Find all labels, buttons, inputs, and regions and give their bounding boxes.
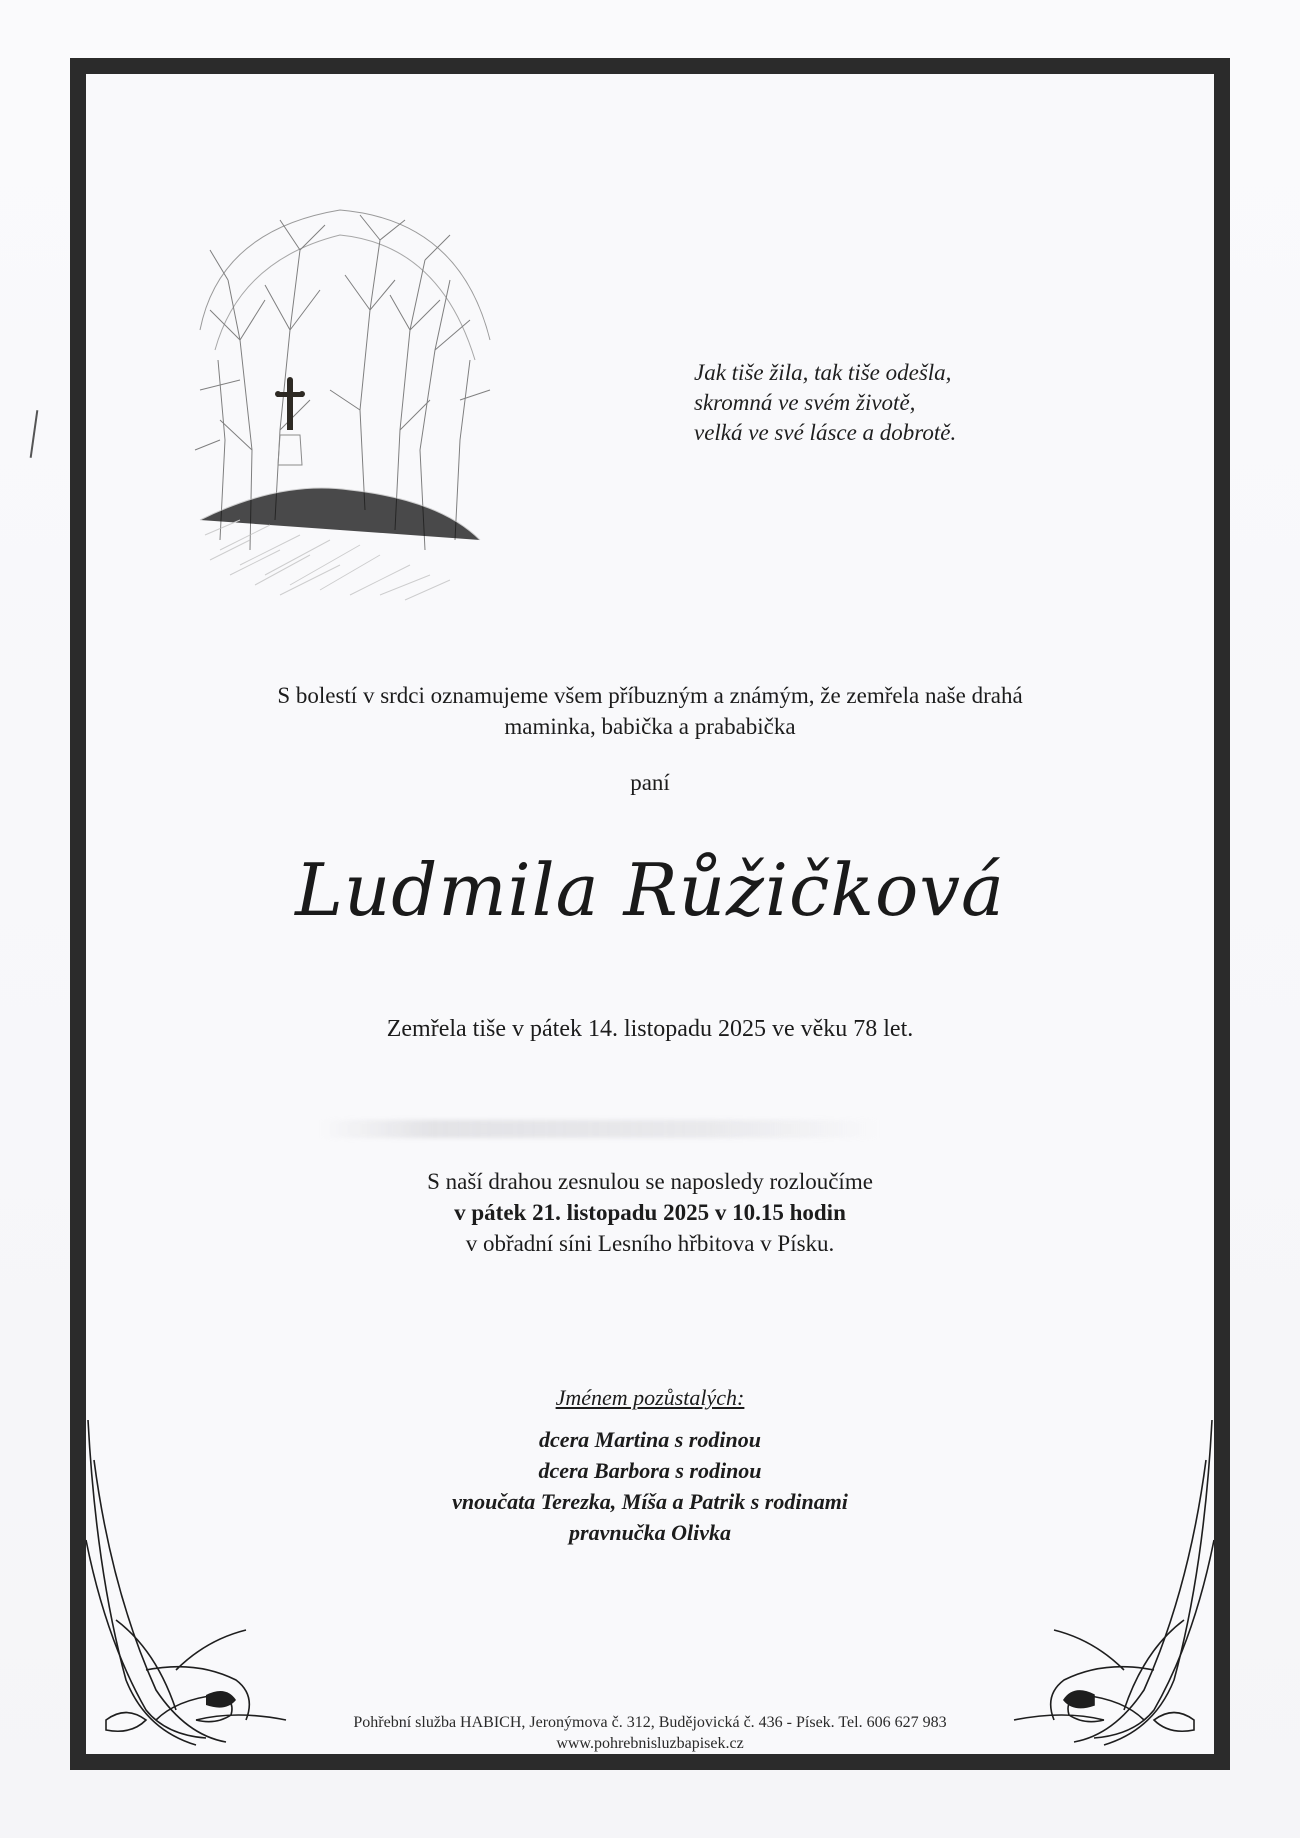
funeral-date-time: v pátek 21. listopadu 2025 v 10.15 hodin xyxy=(454,1200,846,1225)
verse-line-3: velká ve své lásce a dobrotě. xyxy=(694,420,957,445)
signoff-title: Jménem pozůstalých: xyxy=(555,1385,745,1410)
verse-line-1: Jak tiše žila, tak tiše odešla, xyxy=(694,360,952,385)
announcement-line-2: maminka, babička a prababička xyxy=(504,714,796,739)
funeral-service-footer xyxy=(86,1712,1214,1754)
mourner-item: dcera Barbora s rodinou xyxy=(538,1458,762,1483)
pencil-mark xyxy=(30,410,39,458)
death-notice: Zemřela tiše v pátek 14. listopadu 2025 ve věku 78 let. xyxy=(386,1016,914,1042)
corner-ornament-right xyxy=(1000,1420,1214,1750)
footer-website: www.pohrebnisluzbapisek.cz xyxy=(556,1735,744,1752)
mourner-item: dcera Martina s rodinou xyxy=(539,1427,761,1452)
verse-line-2: skromná ve svém životě, xyxy=(694,390,916,415)
announcement xyxy=(86,680,1214,742)
trees-and-cross-illustration xyxy=(180,190,510,620)
farewell-line-1: S naší drahou zesnulou se naposledy rozloučíme xyxy=(427,1169,873,1194)
mourner-item: vnoučata Terezka, Míša a Patrik s rodinami xyxy=(452,1489,848,1514)
corner-ornament-left xyxy=(86,1420,306,1750)
mourner-item: pravnučka Olivka xyxy=(569,1520,731,1545)
salutation: paní xyxy=(630,770,670,795)
funeral-details xyxy=(86,1166,1214,1259)
funeral-location: v obřadní síni Lesního hřbitova v Písku. xyxy=(465,1231,835,1256)
faded-print-artifact xyxy=(320,1120,880,1138)
footer-address: Pohřební služba HABICH, Jeronýmova č. 312, Budějovická č. 436 - Písek. Tel. 606 627 983 xyxy=(353,1714,947,1731)
deceased-name: Ludmila Růžičková xyxy=(295,848,1005,932)
announcement-line-1: S bolestí v srdci oznamujeme všem příbuzným a známým, že zemřela naše drahá xyxy=(277,683,1023,708)
memorial-verse xyxy=(694,358,1074,448)
